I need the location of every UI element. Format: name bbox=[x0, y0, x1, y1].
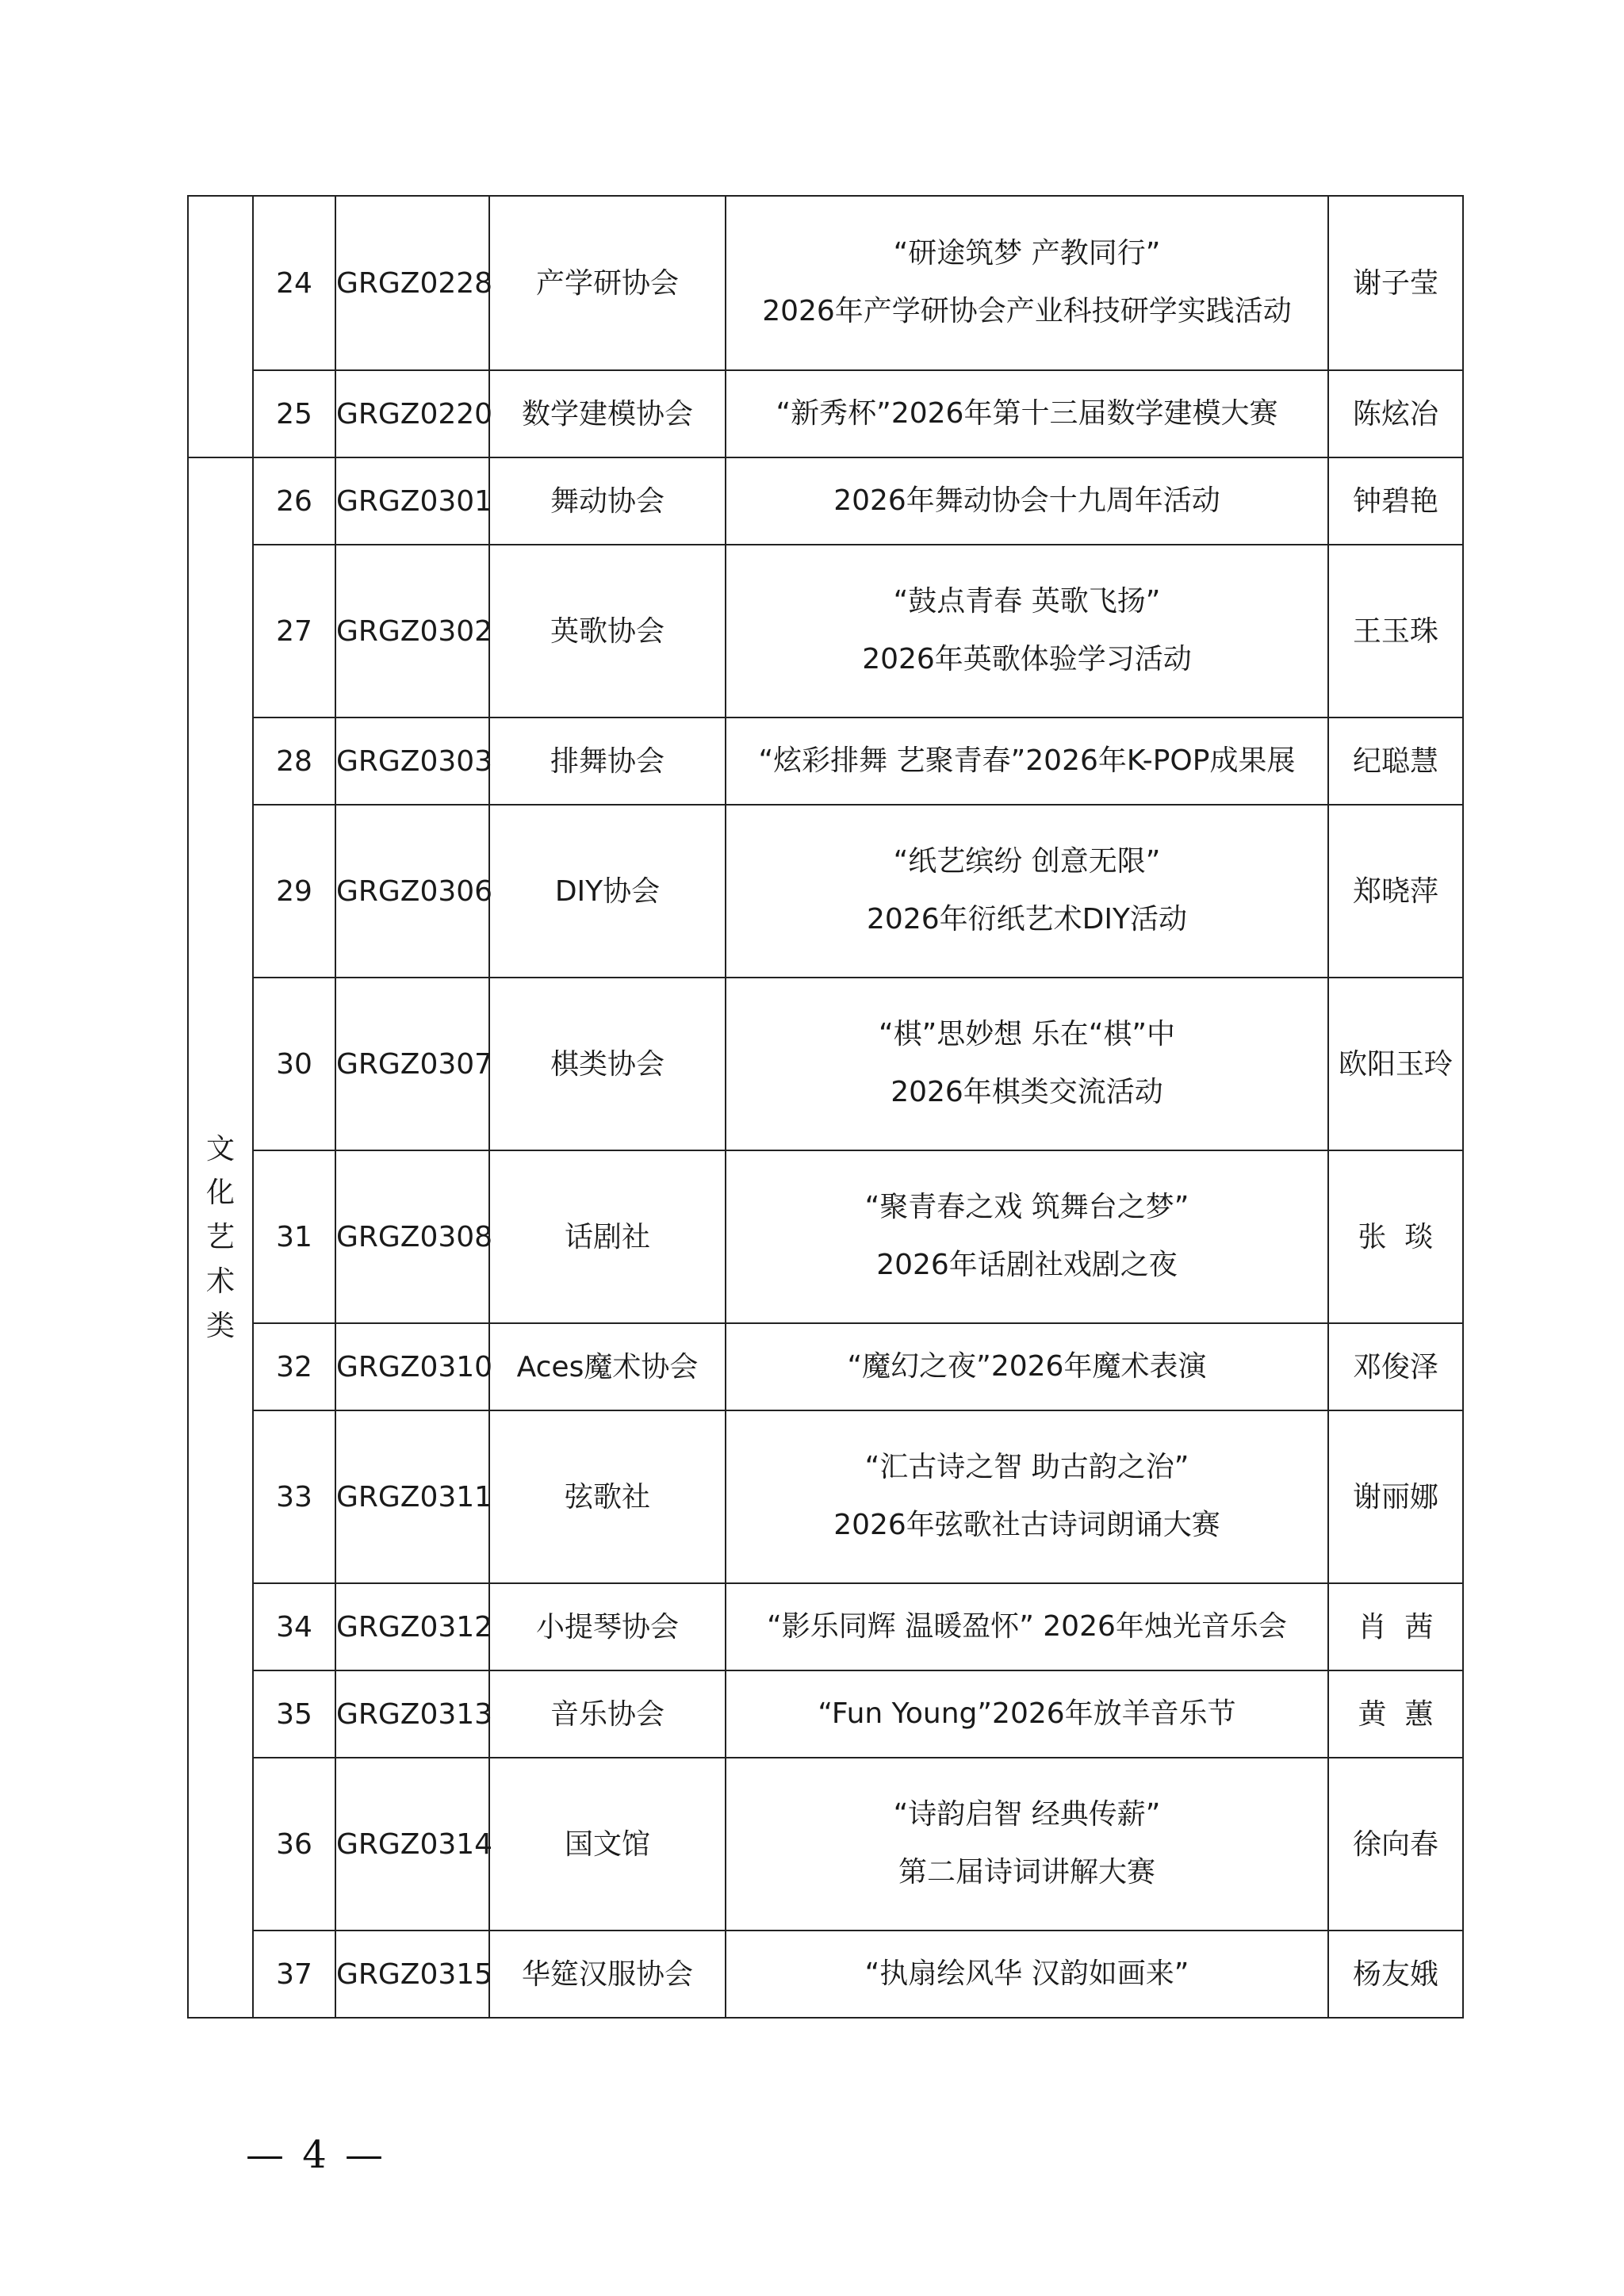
org-name: DIY协会 bbox=[489, 805, 726, 978]
org-name: 音乐协会 bbox=[489, 1670, 726, 1758]
activity-line: “炫彩排舞 艺聚青春”2026年K-POP成果展 bbox=[758, 744, 1296, 777]
table-row bbox=[188, 718, 1463, 805]
org-name: 产学研协会 bbox=[489, 196, 726, 370]
org-code: GRGZ0303 bbox=[335, 718, 489, 805]
activity-name bbox=[726, 1583, 1328, 1670]
contact-person: 谢丽娜 bbox=[1328, 1410, 1463, 1583]
activity-name bbox=[726, 1670, 1328, 1758]
activity-line: “棋”思妙想 乐在“棋”中 bbox=[878, 1018, 1176, 1051]
contact-person: 谢子莹 bbox=[1328, 196, 1463, 370]
table-row bbox=[188, 1670, 1463, 1758]
org-code: GRGZ0220 bbox=[335, 370, 489, 457]
activity-line: 2026年衍纸艺术DIY活动 bbox=[867, 903, 1187, 936]
org-name: 话剧社 bbox=[489, 1150, 726, 1323]
table-row bbox=[188, 978, 1463, 1150]
activity-line: 2026年弦歌社古诗词朗诵大赛 bbox=[833, 1509, 1220, 1541]
table-row bbox=[188, 1583, 1463, 1670]
row-number: 29 bbox=[253, 805, 335, 978]
org-code: GRGZ0301 bbox=[335, 457, 489, 545]
activity-name bbox=[726, 718, 1328, 805]
activity-line: “诗韵启智 经典传薪” bbox=[893, 1798, 1161, 1831]
row-number: 28 bbox=[253, 718, 335, 805]
table-row bbox=[188, 196, 1463, 370]
contact-person: 纪聪慧 bbox=[1328, 718, 1463, 805]
contact-person: 欧阳玉玲 bbox=[1328, 978, 1463, 1150]
registration-table bbox=[187, 195, 1464, 2019]
org-name: 排舞协会 bbox=[489, 718, 726, 805]
org-name: 棋类协会 bbox=[489, 978, 726, 1150]
page-number: — 4 — bbox=[246, 2133, 387, 2177]
activity-line: “Fun Young”2026年放羊音乐节 bbox=[818, 1697, 1236, 1730]
activity-name bbox=[726, 805, 1328, 978]
activity-name bbox=[726, 370, 1328, 457]
contact-person: 郑晓萍 bbox=[1328, 805, 1463, 978]
contact-person: 钟碧艳 bbox=[1328, 457, 1463, 545]
org-code: GRGZ0315 bbox=[335, 1931, 489, 2018]
org-name: 弦歌社 bbox=[489, 1410, 726, 1583]
row-number: 30 bbox=[253, 978, 335, 1150]
table-row bbox=[188, 805, 1463, 978]
table-row bbox=[188, 370, 1463, 457]
contact-person: 徐向春 bbox=[1328, 1758, 1463, 1931]
table-row bbox=[188, 1410, 1463, 1583]
activity-line: “纸艺缤纷 创意无限” bbox=[893, 845, 1161, 878]
table-row bbox=[188, 1150, 1463, 1323]
contact-person: 王玉珠 bbox=[1328, 545, 1463, 718]
category-cell-previous bbox=[188, 196, 253, 457]
org-code: GRGZ0312 bbox=[335, 1583, 489, 1670]
org-name: 数学建模协会 bbox=[489, 370, 726, 457]
activity-line: 2026年棋类交流活动 bbox=[891, 1076, 1163, 1108]
table-row bbox=[188, 1323, 1463, 1410]
activity-line: “研途筑梦 产教同行” bbox=[893, 237, 1161, 270]
table-row bbox=[188, 545, 1463, 718]
category-cell bbox=[188, 457, 253, 2018]
row-number: 26 bbox=[253, 457, 335, 545]
org-name: Aces魔术协会 bbox=[489, 1323, 726, 1410]
row-number: 34 bbox=[253, 1583, 335, 1670]
activity-line: “影乐同辉 温暖盈怀” 2026年烛光音乐会 bbox=[767, 1609, 1287, 1643]
org-code: GRGZ0307 bbox=[335, 978, 489, 1150]
row-number: 24 bbox=[253, 196, 335, 370]
row-number: 36 bbox=[253, 1758, 335, 1931]
org-code: GRGZ0313 bbox=[335, 1670, 489, 1758]
org-code: GRGZ0306 bbox=[335, 805, 489, 978]
activity-line: “新秀杯”2026年第十三届数学建模大赛 bbox=[776, 396, 1278, 430]
row-number: 35 bbox=[253, 1670, 335, 1758]
row-number: 32 bbox=[253, 1323, 335, 1410]
activity-name bbox=[726, 1323, 1328, 1410]
activity-line: 2026年产学研协会产业科技研学实践活动 bbox=[762, 295, 1292, 327]
activity-name bbox=[726, 457, 1328, 545]
activity-line: “汇古诗之智 助古韵之治” bbox=[864, 1451, 1189, 1484]
activity-name bbox=[726, 545, 1328, 718]
table-row bbox=[188, 1758, 1463, 1931]
row-number: 31 bbox=[253, 1150, 335, 1323]
activity-line: 2026年舞动协会十九周年活动 bbox=[833, 484, 1220, 517]
org-name: 小提琴协会 bbox=[489, 1583, 726, 1670]
category-label: 文化艺术类 bbox=[205, 1132, 235, 1342]
row-number: 25 bbox=[253, 370, 335, 457]
org-code: GRGZ0228 bbox=[335, 196, 489, 370]
contact-person: 杨友娥 bbox=[1328, 1931, 1463, 2018]
org-code: GRGZ0302 bbox=[335, 545, 489, 718]
activity-name bbox=[726, 978, 1328, 1150]
activity-name bbox=[726, 196, 1328, 370]
row-number: 33 bbox=[253, 1410, 335, 1583]
org-name: 舞动协会 bbox=[489, 457, 726, 545]
activity-name bbox=[726, 1931, 1328, 2018]
activity-line: “执扇绘风华 汉韵如画来” bbox=[864, 1957, 1189, 1990]
activity-name bbox=[726, 1410, 1328, 1583]
row-number: 37 bbox=[253, 1931, 335, 2018]
table-row bbox=[188, 457, 1463, 545]
contact-person: 邓俊泽 bbox=[1328, 1323, 1463, 1410]
org-code: GRGZ0314 bbox=[335, 1758, 489, 1931]
row-number: 27 bbox=[253, 545, 335, 718]
contact-person: 张 琰 bbox=[1328, 1150, 1463, 1323]
activity-name bbox=[726, 1758, 1328, 1931]
activity-line: 2026年话剧社戏剧之夜 bbox=[876, 1249, 1178, 1281]
contact-person: 陈炫冶 bbox=[1328, 370, 1463, 457]
activity-line: “鼓点青春 英歌飞扬” bbox=[893, 585, 1161, 618]
activity-name bbox=[726, 1150, 1328, 1323]
org-name: 国文馆 bbox=[489, 1758, 726, 1931]
org-name: 英歌协会 bbox=[489, 545, 726, 718]
activity-line: 第二届诗词讲解大赛 bbox=[898, 1856, 1155, 1888]
org-name: 华筵汉服协会 bbox=[489, 1931, 726, 2018]
org-code: GRGZ0310 bbox=[335, 1323, 489, 1410]
activity-line: 2026年英歌体验学习活动 bbox=[862, 643, 1192, 675]
org-code: GRGZ0311 bbox=[335, 1410, 489, 1583]
contact-person: 黄 蕙 bbox=[1328, 1670, 1463, 1758]
activity-line: “魔幻之夜”2026年魔术表演 bbox=[847, 1349, 1207, 1383]
org-code: GRGZ0308 bbox=[335, 1150, 489, 1323]
table-row bbox=[188, 1931, 1463, 2018]
contact-person: 肖 茜 bbox=[1328, 1583, 1463, 1670]
activity-line: “聚青春之戏 筑舞台之梦” bbox=[864, 1191, 1189, 1224]
